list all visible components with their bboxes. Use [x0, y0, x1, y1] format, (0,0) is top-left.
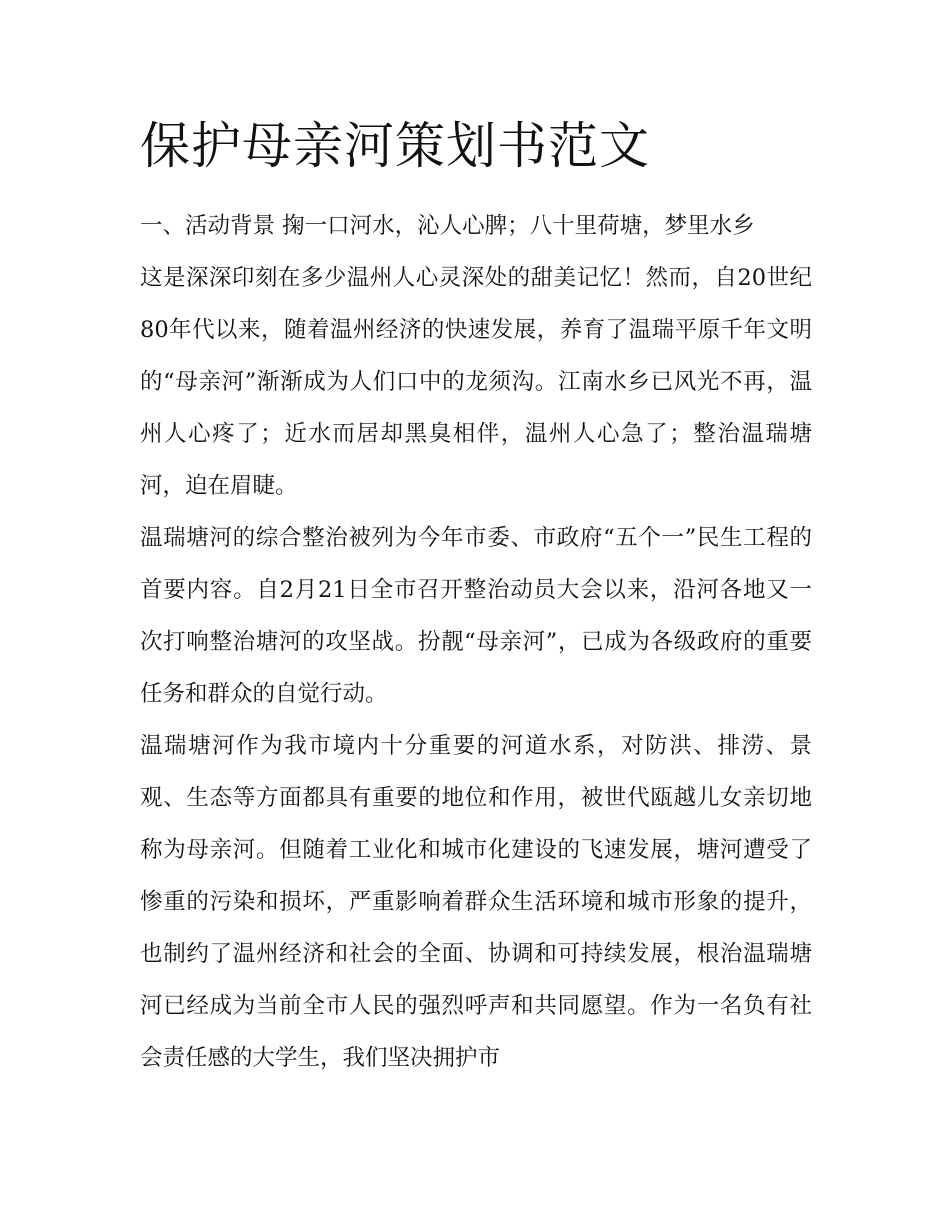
- document-title: 保护母亲河策划书范文: [140, 117, 650, 175]
- paragraph-memory: 这是深深印刻在多少温州人心灵深处的甜美记忆！然而，自20世纪80年代以来，随着温州经济的快速发展，养育了温瑞平原千年文明的“母亲河”渐渐成为人们口中的龙须沟。江南水乡已风光不再，温州人心疼了；近水而居却黑臭相伴，温州人心急了；整治温瑞塘河，迫在眉睫。: [140, 265, 812, 499]
- document-page: [140, 112, 812, 1084]
- paragraph-campaign: 温瑞塘河的综合整治被列为今年市委、市政府“五个一”民生工程的首要内容。自2月21日全市召开整治动员大会以来，沿河各地又一次打响整治塘河的攻坚战。扮靓“母亲河”，已成为各级政府的重要任务和群众的自觉行动。: [140, 525, 812, 707]
- paragraph-significance: 温瑞塘河作为我市境内十分重要的河道水系，对防洪、排涝、景观、生态等方面都具有重要的地位和作用，被世代瓯越儿女亲切地称为母亲河。但随着工业化和城市化建设的飞速发展，塘河遭受了惨重的污染和损坏，严重影响着群众生活环境和城市形象的提升，也制约了温州经济和社会的全面、协调和可持续发展，根治温瑞塘河已经成为当前全市人民的强烈呼声和共同愿望。作为一名负有社会责任感的大学生，我们坚决拥护市: [140, 733, 812, 1071]
- paragraph-background: 一、活动背景 掬一口河水，沁人心脾；八十里荷塘，梦里水乡: [140, 213, 755, 239]
